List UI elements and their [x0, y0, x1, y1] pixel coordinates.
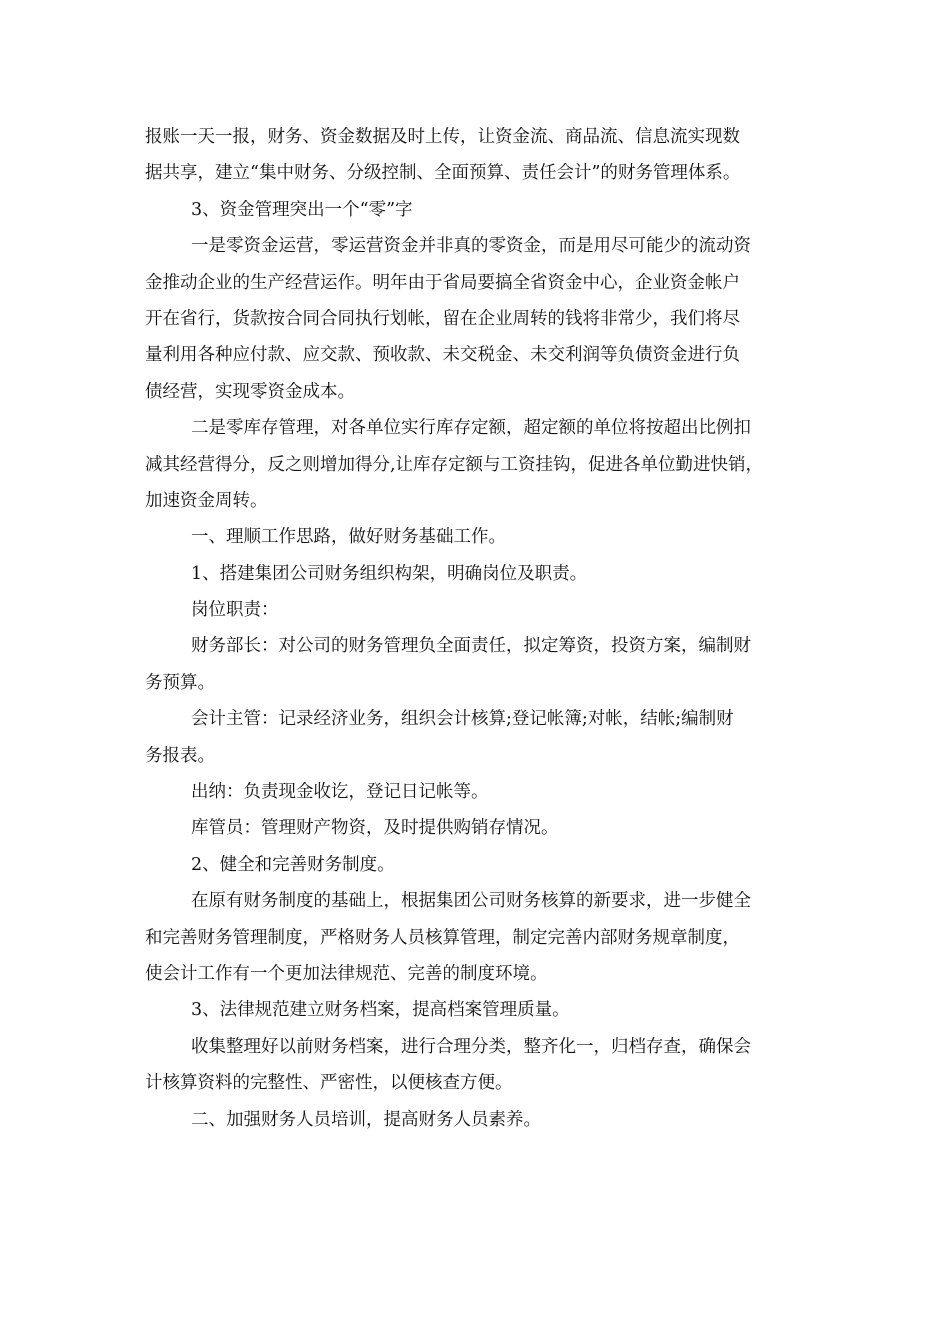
text-line: 一、理顺工作思路，做好财务基础工作。: [191, 527, 506, 548]
text-line: 务预算。: [145, 672, 215, 693]
text-line: 1、搭建集团公司财务组织构架，明确岗位及职责。: [191, 563, 588, 584]
text-line: 二是零库存管理，对各单位实行库存定额，超定额的单位将按超出比例扣: [191, 418, 751, 439]
text-line: 和完善财务管理制度，严格财务人员核算管理，制定完善内部财务规章制度，: [145, 927, 740, 948]
text-line: 二、加强财务人员培训，提高财务人员素养。: [191, 1109, 541, 1130]
text-line: 加速资金周转。: [145, 490, 268, 511]
text-line: 据共享，建立“集中财务、分级控制、全面预算、责任会计”的财务管理体系。: [145, 163, 741, 184]
text-line: 会计主管：记录经济业务，组织会计核算;登记帐簿;对帐，结帐;编制财: [191, 709, 734, 730]
text-line: 计核算资料的完整性、严密性，以便核查方便。: [145, 1073, 513, 1094]
text-line: 3、法律规范建立财务档案，提高档案管理质量。: [191, 1000, 570, 1021]
text-line: 量利用各种应付款、应交款、预收款、未交税金、未交利润等负债资金进行负: [145, 345, 740, 366]
text-line: 在原有财务制度的基础上，根据集团公司财务核算的新要求，进一步健全: [191, 891, 751, 912]
text-line: 债经营，实现零资金成本。: [145, 381, 355, 402]
text-line: 开在省行，货款按合同合同执行划帐，留在企业周转的钱将非常少，我们将尽: [145, 308, 740, 329]
text-line: 3、资金管理突出一个“零”字: [191, 199, 413, 220]
text-line: 库管员：管理财产物资，及时提供购销存情况。: [191, 818, 559, 839]
document-body: [145, 119, 825, 1138]
text-line: 金推动企业的生产经营运作。明年由于省局要搞全省资金中心，企业资金帐户: [145, 272, 740, 293]
text-line: 减其经营得分，反之则增加得分,让库存定额与工资挂钩，促进各单位勤进快销，: [145, 454, 764, 475]
text-line: 财务部长：对公司的财务管理负全面责任，拟定筹资，投资方案，编制财: [191, 636, 751, 657]
text-line: 使会计工作有一个更加法律规范、完善的制度环境。: [145, 963, 548, 984]
text-line: 务报表。: [145, 745, 215, 766]
text-line: 2、健全和完善财务制度。: [191, 854, 395, 875]
text-line: 收集整理好以前财务档案，进行合理分类，整齐化一，归档存查，确保会: [191, 1036, 751, 1057]
text-line: 一是零资金运营，零运营资金并非真的零资金，而是用尽可能少的流动资: [191, 236, 751, 257]
text-line: 报账一天一报，财务、资金数据及时上传，让资金流、商品流、信息流实现数: [145, 127, 740, 147]
text-line: 出纳：负责现金收讫，登记日记帐等。: [191, 782, 489, 803]
text-line: 岗位职责：: [191, 600, 279, 621]
